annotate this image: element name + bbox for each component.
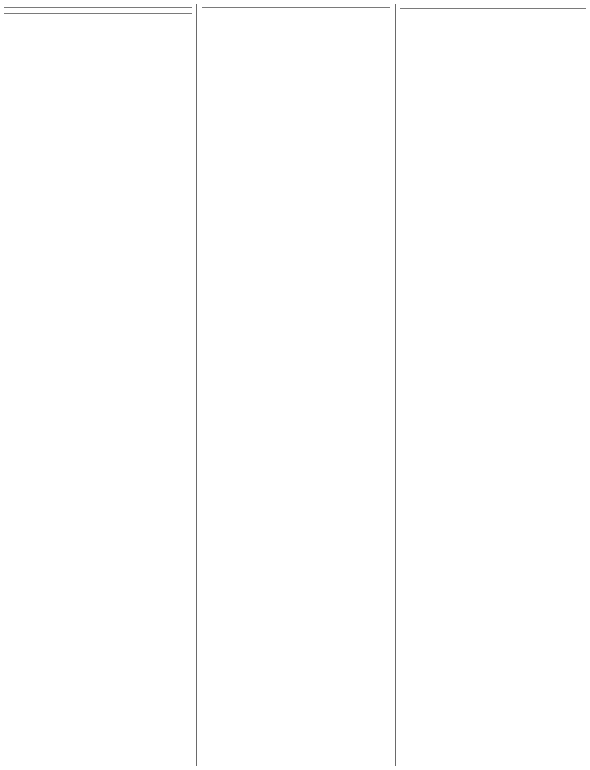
column-divider [395, 4, 396, 766]
left-column [4, 4, 192, 766]
right-column [400, 4, 586, 766]
paragraph-divider [400, 8, 586, 9]
column-divider [196, 4, 197, 766]
paragraph-divider [4, 13, 192, 14]
paragraph-divider [202, 7, 390, 8]
middle-column [202, 4, 390, 766]
paragraph-divider [4, 7, 192, 8]
